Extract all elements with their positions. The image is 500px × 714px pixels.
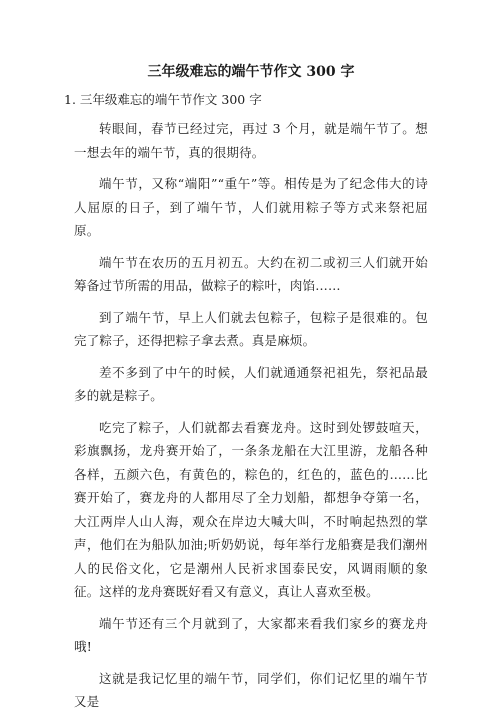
section-heading: 1. 三年级难忘的端午节作文 300 字 <box>64 92 262 107</box>
paragraph: 到了端午节，早上人们就去包粽子，包粽子是很难的。包完了粽子，还得把粽子拿去煮。真是麻烦。 <box>74 309 428 348</box>
paragraph: 端午节，又称“端阳”“重午”等。相传是为了纪念伟大的诗人屈原的日子，到了端午节，人们就用粽子等方式来祭祀屈原。 <box>74 176 428 238</box>
paragraph: 这就是我记忆里的端午节，同学们，你们记忆里的端午节又是 <box>74 670 428 709</box>
paragraph: 吃完了粽子，人们就都去看赛龙舟。这时到处锣鼓喧天，彩旗飘扬，龙舟赛开始了，一条条龙船在大江里游，龙船各种各样，五颜六色，有黄色的，粽色的，红色的，蓝色的……比赛开始了，赛龙舟的人都用尽了全力划船，都想争夺第一名，大江两岸人山人海，观众在岸边大喊大叫，不时响起热烈的掌声，他们在为船队加油;听奶奶说，每年举行龙船赛是我们潮州人的民俗文化，它是潮州人民祈求国泰民安，风调雨顺的象征。这样的龙舟赛既好看又有意义，真让人喜欢至极。 <box>74 419 428 599</box>
paragraph: 差不多到了中午的时候，人们就通通祭祀祖先，祭祀品最多的就是粽子。 <box>74 364 428 403</box>
paragraph: 端午节还有三个月就到了，大家都来看我们家乡的赛龙舟哦! <box>74 615 428 654</box>
paragraph: 端午节在农历的五月初五。大约在初二或初三人们就开始筹备过节所需的用品，做粽子的粽叶，肉馅…… <box>74 254 428 293</box>
paragraph: 转眼间，春节已经过完，再过 3 个月，就是端午节了。想一想去年的端午节，真的很期待。 <box>74 121 428 160</box>
document-title: 三年级难忘的端午节作文 300 字 <box>147 64 355 80</box>
